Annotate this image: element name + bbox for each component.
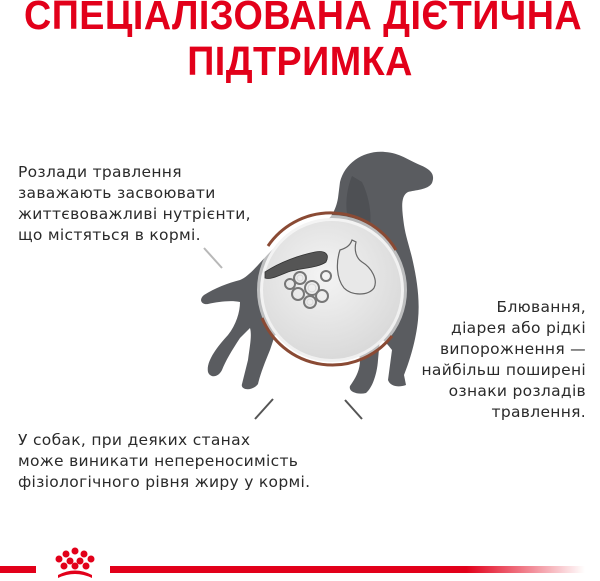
callout-line: може виникати непереносимість (18, 452, 299, 470)
callout-line: заважають засвоювати (18, 184, 216, 202)
title-line-1: СПЕЦІАЛІЗОВАНА ДІЄТИЧНА (24, 0, 583, 38)
connector-bottom-left (18, 399, 273, 419)
callout-line: травлення. (491, 403, 586, 421)
callout-line: У собак, при деяких станах (18, 431, 251, 449)
royal-canin-crown-icon (56, 548, 95, 579)
callout-line: життєвоважливі нутрієнти, (18, 205, 251, 223)
callout-symptoms (421, 297, 586, 423)
connector-top-left (18, 248, 222, 268)
title-line-2: ПІДТРИМКА (187, 38, 413, 84)
callout-line: ознаки розладів (448, 382, 586, 400)
callout-line: що містяться в кормі. (18, 226, 201, 244)
callout-digestion-disorders (18, 162, 251, 246)
callout-fat-intolerance (18, 430, 310, 493)
callout-line: діарея або рідкі (451, 319, 586, 337)
digestive-inset (260, 213, 404, 365)
callout-line: фізіологічного рівня жиру у кормі. (18, 473, 311, 491)
callout-line: найбільш поширені (421, 361, 586, 379)
callout-line: Розлади травлення (18, 163, 182, 181)
callout-line: випорожнення — (439, 340, 586, 358)
callout-line: Блювання, (496, 298, 586, 316)
